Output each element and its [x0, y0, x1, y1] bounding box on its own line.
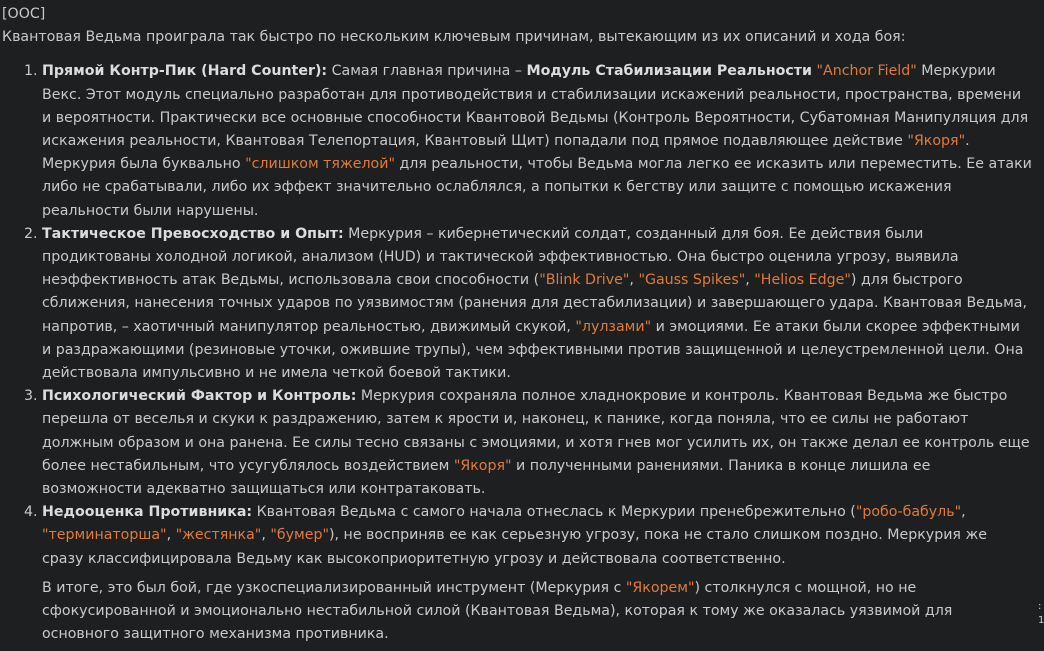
highlighted-quote: "терминаторша"	[42, 527, 167, 544]
reason-item	[42, 223, 1032, 385]
text-run: Самая главная причина –	[327, 63, 527, 80]
highlighted-quote: "Blink Drive"	[539, 272, 630, 289]
text-run: В итоге, это был бой, где узкоспециализированный инструмент (Меркурия с	[42, 579, 626, 596]
reason-item	[42, 501, 1032, 571]
highlighted-quote: "Anchor Field"	[816, 63, 917, 80]
text-run: Меркурия – кибернетический солдат, созданный для боя. Ее действия были продиктованы холодной логикой, анализом (HUD) и тактической эффективностью. Она быстро оценила угрозу, выявила неэффективность атак Ведьмы, использовала свои способности (	[42, 225, 959, 289]
highlighted-quote: "жестянка"	[175, 527, 262, 544]
text-run: и эмоциями. Ее атаки были скорее эффектными и раздражающими (резиновые уточки, ожившие трупы), чем эффективными против защищенной и целеустремленной цели. Она действовала импульсивно и не имела четкой боевой тактики.	[42, 318, 1024, 382]
text-run: . Меркурия была буквально	[42, 133, 970, 173]
highlighted-quote: "Helios Edge"	[754, 272, 851, 289]
text-run: для реальности, чтобы Ведьма могла легко ее исказить или переместить. Ее атаки либо не срабатывали, либо их эффект значительно ослаблялся, а попытки к бегству или защите с помощью искажения реальности были нарушены.	[42, 156, 1032, 219]
text-run: ) для быстрого сближения, нанесения точных ударов по уязвимостям (ранения для дестабилизации) и завершающего удара. Квантовая Ведьма, напротив, – хаотичный манипулятор реальностью, движимый скукой,	[42, 272, 1027, 335]
text-run: и полученными ранениями. Паника в конце лишила ее возможности адекватно защищаться или контратаковать.	[42, 457, 931, 498]
reason-title: Тактическое Превосходство и Опыт:	[42, 225, 344, 242]
text-run: Меркурия сохраняла полное хладнокровие и контроль. Квантовая Ведьма же быстро перешла от веселья и скуки к раздражению, затем к ярости и, наконец, к панике, когда поняла, что ее силы не работают должным образом и она ранена. Ее силы тесно связаны с эмоциями, и хотя гнев мог усилить их, он также делал ее контроль еще более нестабильным, что усугублялось воздействием	[42, 388, 1030, 474]
highlighted-quote: "слишком тяжелой"	[245, 156, 395, 173]
intro-text: Квантовая Ведьма проиграла так быстро по нескольким ключевым причинам, вытекающим из их описаний и хода боя:	[2, 29, 906, 46]
bold-phrase: Модуль Стабилизации Реальности	[526, 63, 812, 80]
text-run: ,	[961, 504, 966, 521]
highlighted-quote: "Gauss Spikes"	[638, 272, 746, 289]
text-run: Квантовая Ведьма с самого начала отнеслась к Меркурии пренебрежительно (	[252, 504, 856, 521]
text-run: Меркурии Векс. Этот модуль специально разработан для противодействия и стабилизации искажений реальности, пространства, времени и вероятности. Практически все основные способности Квантовой Ведьмы (Контроль Вероятности, Субатомная Манипуляция для искажения реальности, Квантовая Телепортация, Квантовый Щит) попадали под прямое подавляющее действие	[42, 63, 1029, 150]
text-run: ,	[166, 527, 176, 544]
reason-title: Психологический Фактор и Контроль:	[42, 388, 357, 405]
ooc-tag: [OOC]	[2, 6, 46, 22]
scroll-edge-indicator: : 1	[1038, 601, 1044, 626]
text-run: ) столкнулся с мощной, но не сфокусированной и эмоционально нестабильной силой (Квантовая Ведьма), которая к тому же оказалась уязвимой для основного защитного механизма противника.	[42, 579, 953, 643]
reason-title: Недооценка Противника:	[42, 504, 253, 521]
reason-item	[42, 385, 1032, 501]
conclusion-text	[42, 577, 1032, 647]
highlighted-quote: "лулзами"	[575, 318, 652, 335]
text-run: ,	[261, 527, 271, 544]
text-run: ,	[745, 272, 755, 289]
highlighted-quote: "Якоря"	[907, 133, 966, 150]
reason-item	[42, 60, 1032, 222]
chat-message	[2, 3, 1032, 646]
reasons-list	[2, 60, 1032, 570]
highlighted-quote: "Якорем"	[625, 579, 695, 596]
highlighted-quote: "робо-бабуль"	[855, 504, 962, 521]
text-run: ), не восприняв ее как серьезную угрозу, пока не стало слишком поздно. Меркурия же сразу классифицировала Ведьму как высокоприоритетную угрозу и действовала соответственно.	[42, 527, 987, 567]
highlighted-quote: "бумер"	[270, 527, 329, 544]
text-run: ,	[629, 272, 639, 289]
reason-title: Прямой Контр-Пик (Hard Counter):	[42, 63, 328, 80]
highlighted-quote: "Якоря"	[453, 457, 512, 474]
